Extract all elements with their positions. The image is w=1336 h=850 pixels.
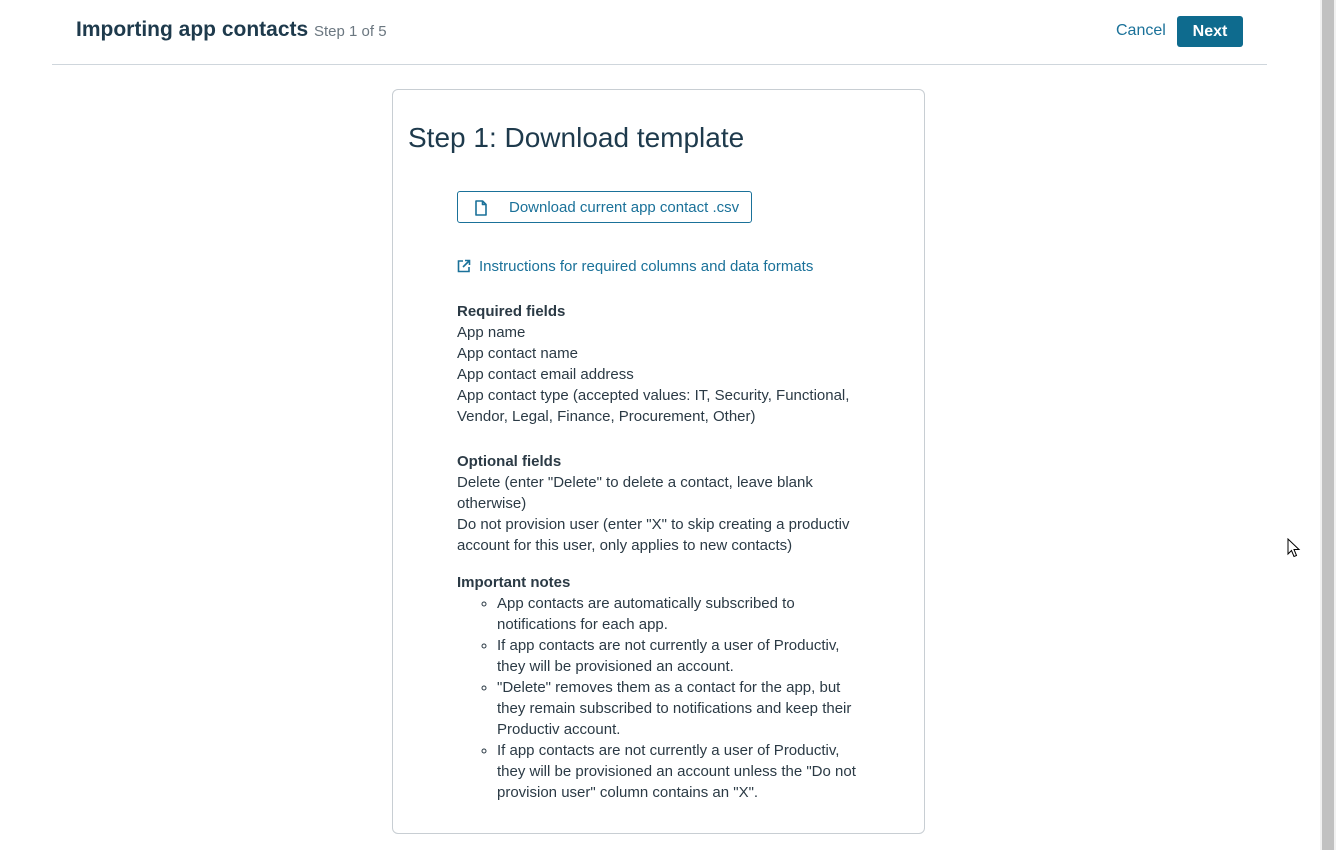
external-link-icon xyxy=(457,259,471,273)
required-field-item: App name xyxy=(457,324,526,341)
required-field-item: App contact type (accepted values: IT, Security, Functional, Vendor, Legal, Finance, Procurement, Other) xyxy=(457,387,850,425)
step-card xyxy=(392,89,925,834)
instructions-link[interactable] xyxy=(457,258,813,275)
page-title: Importing app contacts xyxy=(76,18,309,41)
optional-field-item: Delete (enter "Delete" to delete a contact, leave blank otherwise) xyxy=(457,474,813,512)
scrollbar-thumb[interactable] xyxy=(1322,0,1334,850)
important-notes-section xyxy=(457,572,857,803)
optional-field-item: Do not provision user (enter "X" to skip creating a productiv account for this user, only applies to new contacts) xyxy=(457,516,850,554)
required-field-item: App contact email address xyxy=(457,366,634,383)
step-title: Step 1: Download template xyxy=(408,122,745,153)
important-notes-heading: Important notes xyxy=(457,574,571,591)
vertical-scrollbar[interactable] xyxy=(1320,0,1336,850)
note-item: ◦ "Delete" removes them as a contact for the app, but they remain subscribed to notifications and keep their Productiv account. xyxy=(497,677,857,740)
note-item: ◦ App contacts are automatically subscribed to notifications for each app. xyxy=(497,593,857,635)
required-fields-heading: Required fields xyxy=(457,303,566,320)
mouse-cursor-icon xyxy=(1287,538,1301,558)
note-item: ◦ If app contacts are not currently a user of Productiv, they will be provisioned an account. xyxy=(497,635,857,677)
required-field-item: App contact name xyxy=(457,345,578,362)
download-csv-button[interactable] xyxy=(457,191,752,223)
required-fields-section xyxy=(457,301,857,427)
note-item: ◦ If app contacts are not currently a user of Productiv, they will be provisioned an account unless the "Do not provision user" column contains an "X". xyxy=(497,740,857,803)
step-indicator: Step 1 of 5 xyxy=(314,23,387,40)
optional-fields-heading: Optional fields xyxy=(457,453,562,470)
cancel-button[interactable]: Cancel xyxy=(1116,22,1166,39)
page-header xyxy=(52,0,1267,65)
optional-fields-section xyxy=(457,451,857,556)
download-csv-label: Download current app contact .csv xyxy=(509,199,740,216)
important-notes-list xyxy=(457,593,857,803)
next-button[interactable]: Next xyxy=(1177,16,1243,47)
field-descriptions xyxy=(457,301,857,803)
instructions-link-label: Instructions for required columns and data formats xyxy=(479,258,814,275)
document-icon xyxy=(474,200,488,216)
